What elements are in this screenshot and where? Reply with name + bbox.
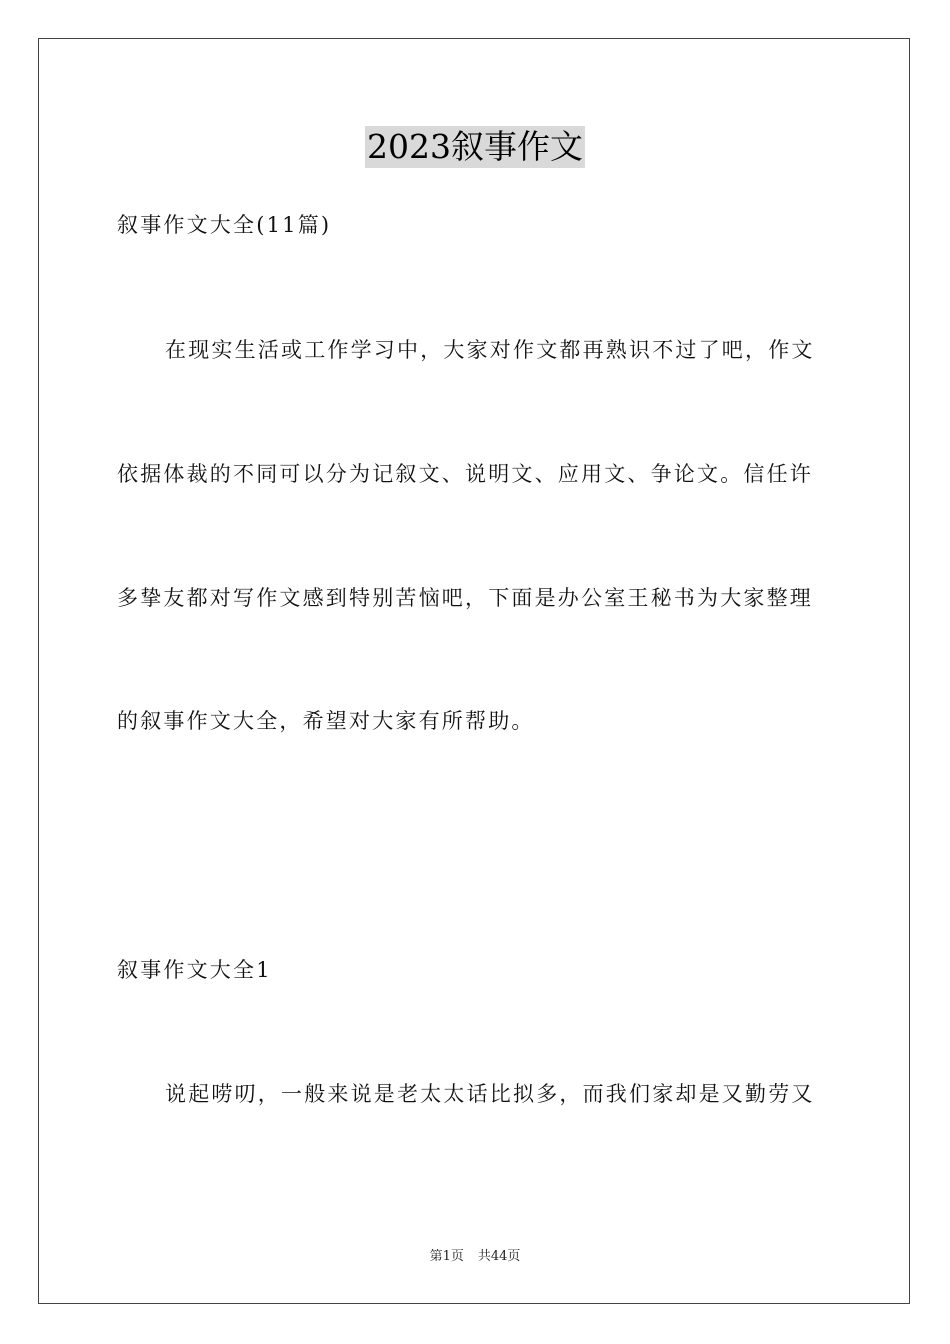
section-line-1: 说起唠叨，一般来说是老太太话比拟多，而我们家却是又勤劳又 bbox=[165, 1082, 815, 1106]
intro-line-3: 多挚友都对写作文感到特别苦恼吧，下面是办公室王秘书为大家整理 bbox=[117, 586, 813, 610]
section-heading: 叙事作文大全1 bbox=[117, 958, 272, 982]
page-total: 共44页 bbox=[477, 1249, 521, 1264]
document-subtitle: 叙事作文大全(11篇) bbox=[117, 213, 332, 237]
intro-line-4: 的叙事作文大全，希望对大家有所帮助。 bbox=[117, 709, 535, 733]
page-number: 第1页 bbox=[429, 1249, 464, 1264]
title-container bbox=[0, 126, 950, 168]
intro-line-2: 依据体裁的不同可以分为记叙文、说明文、应用文、争论文。信任许 bbox=[117, 462, 813, 486]
document-title: 2023叙事作文 bbox=[367, 127, 583, 166]
intro-line-1: 在现实生活或工作学习中，大家对作文都再熟识不过了吧，作文 bbox=[165, 338, 815, 362]
page-footer bbox=[0, 1248, 950, 1266]
